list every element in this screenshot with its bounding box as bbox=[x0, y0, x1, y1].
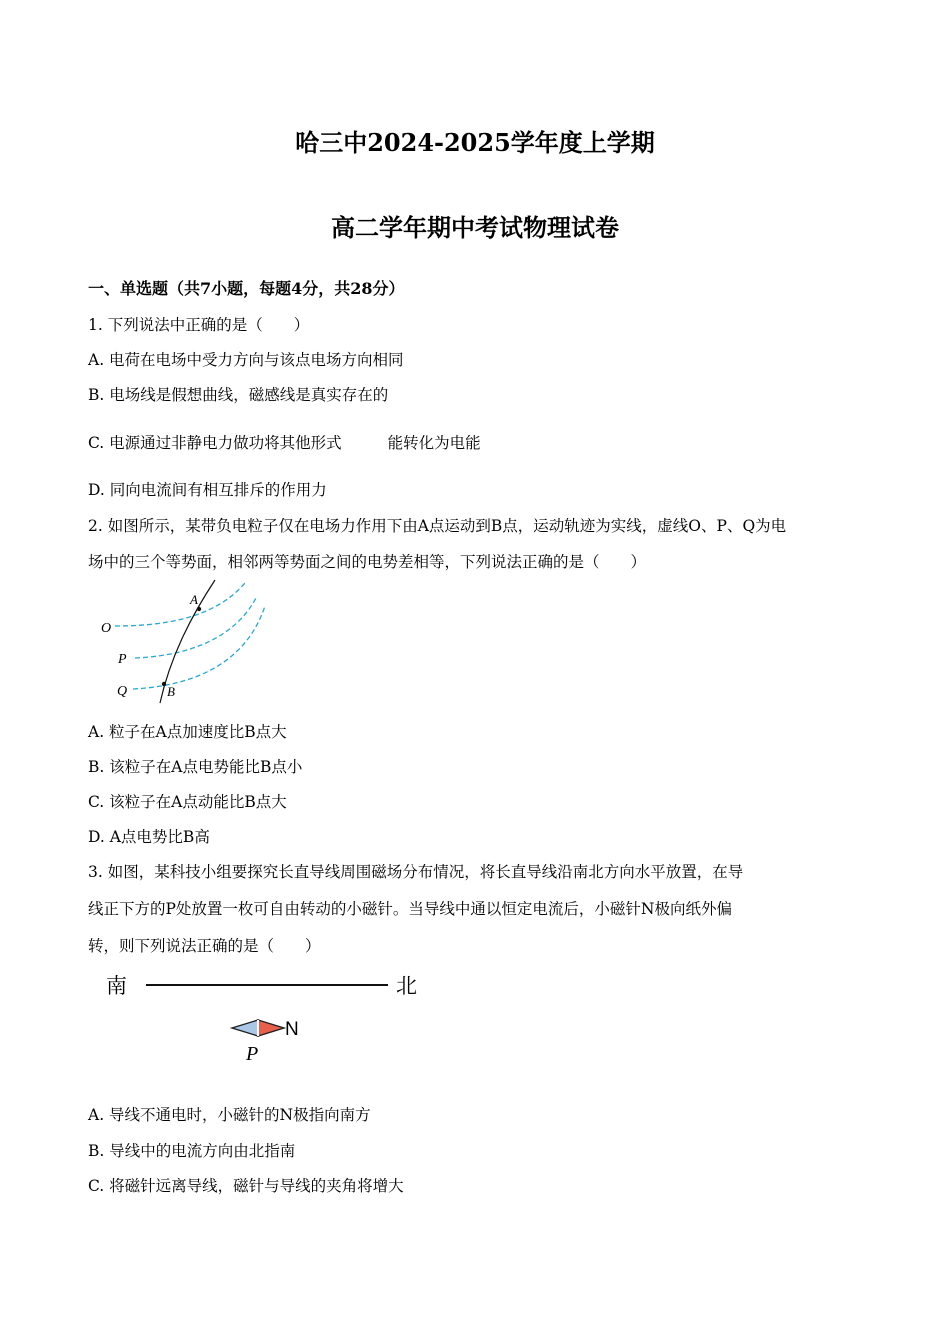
point-b-dot bbox=[162, 682, 166, 686]
q2-option-a: A. 粒子在A点加速度比B点大 bbox=[88, 723, 287, 741]
q2-option-b: B. 该粒子在A点电势能比B点小 bbox=[88, 758, 303, 776]
label-south: 南 bbox=[106, 974, 127, 998]
q3-stem-line3: 转，则下列说法正确的是（ ） bbox=[88, 937, 321, 955]
q2-stem-line2: 场中的三个等势面，相邻两等势面之间的电势差相等，下列说法正确的是（ ） bbox=[88, 553, 647, 571]
needle-n-half bbox=[258, 1020, 284, 1036]
point-a-dot bbox=[197, 607, 201, 611]
label-o: O bbox=[101, 621, 112, 636]
q3-option-b: B. 导线中的电流方向由北指南 bbox=[88, 1142, 296, 1160]
compass-needle bbox=[232, 1020, 284, 1036]
q2-figure-equipotentials bbox=[95, 578, 275, 708]
title-exam-name: 高二学年期中考试物理试卷 bbox=[331, 213, 619, 242]
label-north: 北 bbox=[396, 974, 417, 998]
q2-option-c: C. 该粒子在A点动能比B点大 bbox=[88, 793, 287, 811]
q1-stem: 1. 下列说法中正确的是（ ） bbox=[88, 316, 310, 334]
q2-option-d: D. A点电势比B高 bbox=[88, 828, 210, 846]
q1-option-c-part1: C. 电源通过非静电力做功将其他形式 bbox=[88, 434, 342, 452]
label-q: Q bbox=[117, 684, 128, 699]
label-n-pole: N bbox=[285, 1019, 299, 1040]
q3-option-c: C. 将磁针远离导线，磁针与导线的夹角将增大 bbox=[88, 1177, 404, 1195]
equipotential-o bbox=[115, 583, 245, 626]
equipotential-q bbox=[133, 606, 265, 689]
q3-stem-line1: 3. 如图，某科技小组要探究长直导线周围磁场分布情况，将长直导线沿南北方向水平放置，在导 bbox=[88, 863, 744, 881]
q1-option-c-part2: 能转化为电能 bbox=[387, 434, 481, 452]
label-b: B bbox=[167, 684, 175, 699]
q3-option-a: A. 导线不通电时，小磁针的N极指向南方 bbox=[88, 1106, 371, 1124]
label-p: P bbox=[118, 652, 127, 667]
needle-s-half bbox=[232, 1020, 258, 1036]
q2-stem-line1: 2. 如图所示，某带负电粒子仅在电场力作用下由A点运动到B点，运动轨迹为实线，虚线O、P、Q为电 bbox=[88, 517, 787, 535]
section-heading-single-choice: 一、单选题（共7小题，每题4分，共28分） bbox=[88, 279, 405, 298]
q1-option-d: D. 同向电流间有相互排斥的作用力 bbox=[88, 481, 327, 499]
label-point-p: P bbox=[246, 1043, 259, 1065]
q3-stem-line2: 线正下方的P处放置一枚可自由转动的小磁针。当导线中通以恒定电流后，小磁针N极向纸外偏 bbox=[88, 900, 732, 918]
q1-option-b: B. 电场线是假想曲线，磁感线是真实存在的 bbox=[88, 386, 389, 404]
q1-option-a: A. 电荷在电场中受力方向与该点电场方向相同 bbox=[88, 351, 404, 369]
title-school-term: 哈三中2024-2025学年度上学期 bbox=[295, 128, 655, 157]
q3-figure-wire-compass bbox=[100, 965, 430, 1070]
q1-option-c bbox=[88, 431, 481, 453]
label-a: A bbox=[190, 592, 198, 607]
